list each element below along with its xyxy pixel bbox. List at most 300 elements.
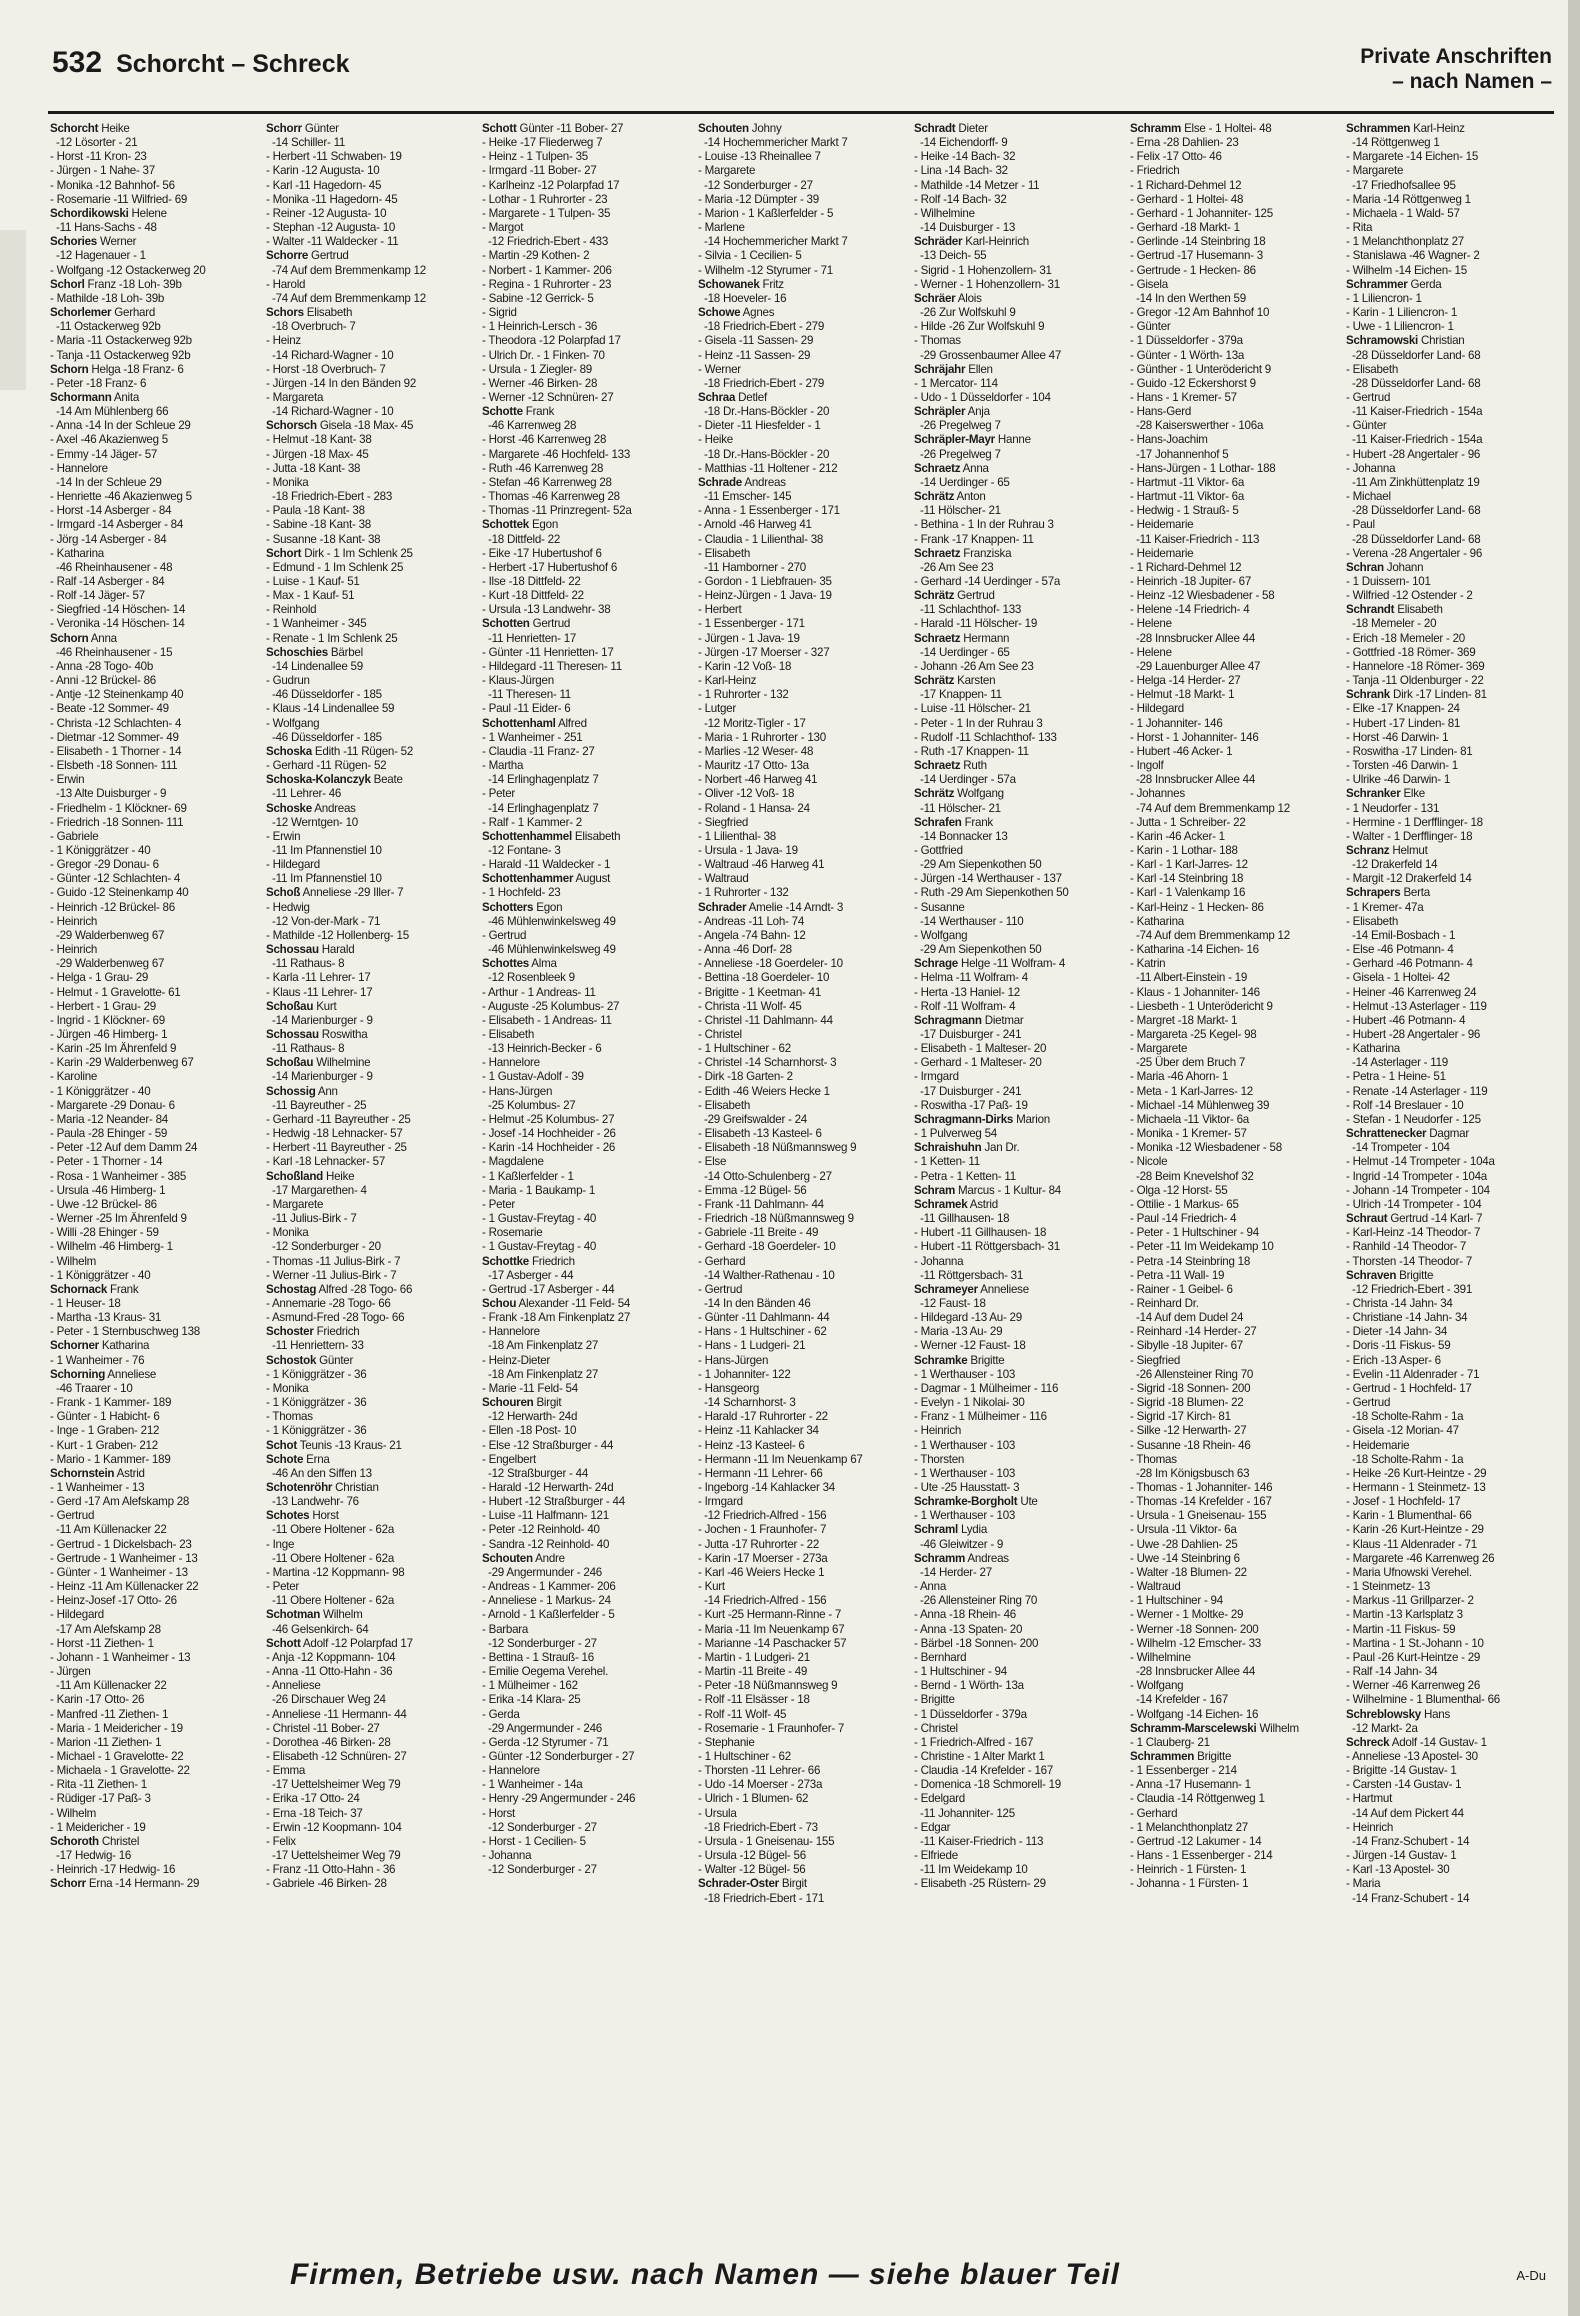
listing-entry: - Horst -46 Darwin- 1	[1346, 730, 1449, 744]
listing-entry: -14 In der Schleue 29	[56, 475, 162, 489]
listing-entry: - Peter - 1 In der Ruhrau 3	[914, 716, 1043, 730]
listing-entry: - Gertrud	[698, 1282, 743, 1296]
listing-entry: -29 Lauenburger Allee 47	[1136, 659, 1261, 673]
listing-entry: - Harald -11 Hölscher- 19	[914, 617, 1038, 631]
listing-surname-entry: Schräjahr Ellen	[914, 362, 993, 376]
surname: Schradt	[914, 122, 956, 135]
listing-entry: - Christine - 1 Alter Markt 1	[914, 1749, 1045, 1763]
listing-entry: - Günter - 1 Habicht- 6	[50, 1410, 160, 1424]
listing-entry: -11 Hölscher- 21	[920, 504, 1001, 518]
listing-entry: -14 Erlinghagenplatz 7	[488, 801, 599, 815]
listing-entry: -14 Lindenallee 59	[272, 659, 363, 673]
listing-entry: - Wolfgang -14 Eichen- 16	[1130, 1707, 1259, 1721]
listing-surname-entry: Schräpler-Mayr Hanne	[914, 433, 1031, 447]
listing-entry: - Mathilde -18 Loh- 39b	[50, 291, 165, 305]
surname: Schottenhammer	[482, 872, 574, 886]
listing-entry: - Gerhard - 1 Holtei- 48	[1130, 192, 1244, 206]
listing-entry: - Rita -11 Ziethen- 1	[50, 1778, 147, 1792]
listing-surname-entry: Schossig Ann	[266, 1084, 338, 1098]
listing-entry: - Ruth -17 Knappen- 11	[914, 744, 1029, 758]
listing-surname-entry: Schrätz Anton	[914, 490, 986, 504]
listing-entry: - Hans - 1 Essenberger - 214	[1130, 1849, 1273, 1863]
listing-entry: -46 Gleiwitzer - 9	[920, 1537, 1004, 1551]
listing-entry: - Roswitha -17 Paß- 19	[914, 1098, 1028, 1112]
listing-entry: - Gertrud - 1 Hochfeld- 17	[1346, 1381, 1472, 1395]
listing-entry: -74 Auf dem Bremmenkamp 12	[272, 291, 426, 305]
listing-entry: - Hermann - 1 Steinmetz- 13	[1346, 1481, 1486, 1494]
listing-entry: - Walter -11 Waldecker - 11	[266, 235, 399, 249]
listing-entry: - Michaela - 1 Gravelotte- 22	[50, 1764, 190, 1778]
listing-entry: -12 Markt- 2a	[1352, 1721, 1418, 1735]
listing-entry: - Brigitte -14 Gustav- 1	[1346, 1764, 1457, 1778]
listing-surname-entry: Schossau Roswitha	[266, 1028, 368, 1041]
listing-entry: - Gabriele -11 Breite - 49	[698, 1226, 819, 1240]
listing-entry: - Helmut -14 Trompeter - 104a	[1346, 1155, 1495, 1169]
listing-entry: - Elisabeth - 1 Thorner - 14	[50, 744, 182, 758]
listing-entry: - Barbara	[482, 1622, 529, 1636]
page-header-right	[1360, 44, 1552, 94]
surname: Schorl	[50, 277, 85, 291]
listing-entry: - Stephanie	[698, 1735, 755, 1749]
listing-entry: - Peter - 1 Thorner - 14	[50, 1155, 163, 1169]
listing-entry: - Friedrich -18 Sonnen- 111	[50, 815, 184, 829]
listing-entry: - 1 Hultschiner - 62	[698, 1749, 791, 1763]
listing-entry: - Reinhard Dr.	[1130, 1296, 1199, 1310]
listing-entry: - Oliver -12 Voß- 18	[698, 787, 795, 801]
listing-entry: - Werner	[698, 362, 741, 376]
listing-entry: - Bethina - 1 In der Ruhrau 3	[914, 518, 1054, 532]
listing-entry: - Martin - 1 Ludgeri- 21	[698, 1650, 810, 1664]
listing-entry: -14 Bonnacker 13	[920, 829, 1008, 843]
listing-entry: - Rudolf -11 Schlachthof- 133	[914, 730, 1057, 744]
listing-surname-entry: Schramke-Borgholt Ute	[914, 1495, 1038, 1509]
listing-entry: - 1 Johanniter- 146	[1130, 716, 1223, 730]
listing-entry: -46 Mühlenwinkelsweg 49	[488, 943, 616, 957]
listing-entry: -12 Straßburger - 44	[488, 1466, 589, 1480]
header-rule	[48, 111, 1554, 114]
page-title: Schorcht – Schreck	[116, 50, 350, 78]
listing-entry: - Hildegard	[266, 858, 320, 872]
listing-entry: - Helene -14 Friedrich- 4	[1130, 603, 1250, 617]
listing-entry: - 1 Meidericher - 19	[50, 1820, 146, 1834]
listing-surname-entry: Schotte Frank	[482, 405, 555, 419]
listing-entry: - Anneliese -18 Goerdeler- 10	[698, 957, 843, 971]
listing-entry: - Thomas -11 Julius-Birk - 7	[266, 1254, 401, 1268]
surname: Schorcht	[50, 122, 99, 135]
listing-entry: -28 Im Königsbusch 63	[1136, 1466, 1250, 1480]
listing-entry: -18 Friedrich-Ebert - 73	[704, 1820, 818, 1834]
listing-entry: -11 Gillhausen- 18	[920, 1212, 1010, 1226]
listing-entry: - Gerhard -18 Markt- 1	[1130, 221, 1240, 235]
listing-entry: -29 Angermunder - 246	[488, 1721, 602, 1735]
listing-entry: - Franz -11 Otto-Hahn - 36	[266, 1863, 396, 1877]
listing-entry: - Hans - 1 Kremer- 57	[1130, 390, 1237, 404]
surname: Schottek	[482, 518, 529, 532]
listing-entry: - 1 Mülheimer - 162	[482, 1679, 578, 1693]
listing-entry: -28 Innsbrucker Allee 44	[1136, 1665, 1256, 1679]
listing-entry: - Olga -12 Horst- 55	[1130, 1183, 1228, 1197]
listing-entry: - Doris -11 Fiskus- 59	[1346, 1339, 1451, 1353]
surname: Schornack	[50, 1282, 108, 1296]
listing-entry: -14 Marienburger - 9	[272, 1013, 373, 1027]
listing-entry: - Margareta -25 Kegel- 98	[1130, 1028, 1257, 1041]
listing-surname-entry: Schranker Elke	[1346, 787, 1425, 801]
surname: Schreck	[1346, 1735, 1390, 1749]
listing-entry: - Renate -14 Asterlager - 119	[1346, 1084, 1488, 1098]
listing-entry: - Anneliese	[266, 1679, 321, 1693]
listing-entry: - Gertrud -17 Asberger - 44	[482, 1282, 615, 1296]
listing-surname-entry: Schraishuhn Jan Dr.	[914, 1141, 1020, 1155]
listing-entry: -12 Sonderburger - 20	[272, 1240, 381, 1254]
listing-entry: -18 Am Finkenplatz 27	[488, 1367, 599, 1381]
surname: Schottke	[482, 1254, 529, 1268]
listing-surname-entry: Schoßau Wilhelmine	[266, 1056, 371, 1070]
listing-surname-entry: Schouten Andre	[482, 1551, 565, 1565]
listing-entry: - Karl -14 Steinbring 18	[1130, 872, 1244, 886]
listing-entry: - Jutta - 1 Schreiber- 22	[1130, 815, 1246, 829]
surname: Schorn	[50, 631, 89, 645]
surname: Schramek	[914, 1197, 968, 1211]
listing-entry: - Karl -46 Weiers Hecke 1	[698, 1565, 825, 1579]
listing-entry: - Günter	[1130, 320, 1171, 334]
listing-entry: -26 Am See 23	[920, 560, 994, 574]
listing-entry: -18 Friedrich-Ebert - 279	[704, 376, 825, 390]
listing-surname-entry: Schornack Frank	[50, 1282, 139, 1296]
listing-entry: - Reiner -12 Augusta- 10	[266, 206, 387, 220]
listing-entry: - Anneliese - 1 Markus- 24	[482, 1594, 611, 1608]
listing-entry: - Sigrid -17 Kirch- 81	[1130, 1410, 1231, 1424]
listing-entry: - Helmut -13 Asterlager - 119	[1346, 999, 1487, 1013]
listing-entry: - Günter - 1 Wörth- 13a	[1130, 348, 1245, 362]
listing-entry: - Edith -46 Weiers Hecke 1	[698, 1084, 830, 1098]
listing-entry: - Ralf - 1 Kammer- 2	[482, 815, 583, 829]
surname: Schossau	[266, 1028, 319, 1041]
listing-entry: - Horst -46 Karrenweg 28	[482, 433, 607, 447]
listing-entry: - Josef - 1 Hochfeld- 17	[1346, 1495, 1461, 1509]
listing-entry: - Asmund-Fred -28 Togo- 66	[266, 1311, 405, 1325]
listing-surname-entry: Schrätz Gertrud	[914, 589, 995, 603]
listing-entry: - Heinrich -12 Brückel- 86	[50, 900, 175, 914]
listing-entry: - Theodora -12 Polarpfad 17	[482, 334, 621, 348]
listing-entry: - Günter -11 Dahlmann- 44	[698, 1311, 830, 1325]
listing-entry: - Marie -11 Feld- 54	[482, 1381, 578, 1395]
listing-entry: - Gerhard -11 Bayreuther - 25	[266, 1112, 411, 1126]
surname: Schräer	[914, 291, 956, 305]
surname: Schraetz	[914, 546, 961, 560]
listing-entry: -12 Sonderburger - 27	[488, 1820, 597, 1834]
listing-entry: -11 Kaiser-Friedrich - 154a	[1352, 405, 1483, 419]
listing-entry: -14 Krefelder - 167	[1136, 1693, 1228, 1707]
listing-entry: - Kurt -25 Hermann-Rinne - 7	[698, 1608, 842, 1622]
surname: Schrätz	[914, 787, 955, 801]
listing-entry: - Erika -14 Klara- 25	[482, 1693, 581, 1707]
listing-column	[698, 122, 906, 2202]
listing-entry: - Erwin	[266, 829, 301, 843]
listing-entry: -28 Düsseldorfer Land- 68	[1352, 348, 1481, 362]
listing-surname-entry: Schorlemer Gerhard	[50, 306, 156, 320]
listing-entry: - Werner - 1 Hohenzollern- 31	[914, 277, 1060, 291]
listing-entry: - Katrin	[1130, 957, 1166, 971]
listing-entry: -18 Friedrich-Ebert - 171	[704, 1891, 825, 1905]
listing-entry: - Helmut -18 Markt- 1	[1130, 688, 1235, 702]
listing-entry: -12 Werntgen- 10	[272, 815, 359, 829]
listing-entry: - 1 Essenberger - 214	[1130, 1764, 1237, 1778]
listing-entry: - Erna -28 Dahlien- 23	[1130, 136, 1239, 150]
listing-entry: - Marion -11 Ziethen- 1	[50, 1735, 162, 1749]
listing-entry: - Martha -13 Kraus- 31	[50, 1311, 162, 1325]
surname: Schotten	[482, 617, 530, 631]
listing-entry: - Elisabeth -18 Nüßmannsweg 9	[698, 1141, 857, 1155]
listing-entry: - Martin -13 Karlsplatz 3	[1346, 1608, 1463, 1622]
surname: Schorlemer	[50, 306, 112, 320]
listing-entry: - Peter -18 Franz- 6	[50, 376, 147, 390]
listing-entry: - Anna -17 Husemann- 1	[1130, 1778, 1251, 1792]
listing-surname-entry: Schrafen Frank	[914, 815, 993, 829]
surname: Schorr	[50, 1877, 86, 1891]
listing-entry: -12 Friedrich-Alfred - 156	[704, 1509, 827, 1523]
listing-entry: -17 Uettelsheimer Weg 79	[272, 1849, 401, 1863]
listing-surname-entry: Schorr Erna -14 Hermann- 29	[50, 1877, 200, 1891]
listing-surname-entry: Schordikowski Helene	[50, 206, 167, 220]
listing-entry: -14 Werthauser - 110	[920, 914, 1024, 928]
listing-entry: - Heinz -11 Am Küllenacker 22	[50, 1580, 199, 1594]
surname: Schoroth	[50, 1834, 99, 1848]
listing-surname-entry: Schrader-Oster Birgit	[698, 1877, 807, 1891]
listing-entry: - Rainer - 1 Geibel- 6	[1130, 1282, 1233, 1296]
surname: Schorre	[266, 249, 309, 263]
listing-entry: -28 Düsseldorfer Land- 68	[1352, 504, 1481, 518]
listing-entry: - Thomas -11 Prinzregent- 52a	[482, 504, 632, 518]
surname: Schram	[914, 1183, 956, 1197]
listing-entry: - 1 Hultschiner - 62	[698, 1042, 791, 1056]
listing-entry: - Karin - 1 Lothar- 188	[1130, 843, 1238, 857]
listing-entry: - Mathilde -14 Metzer - 11	[914, 178, 1040, 192]
listing-entry: - Waltraud	[1130, 1580, 1181, 1594]
listing-surname-entry: Schotes Horst	[266, 1509, 339, 1523]
surname: Schramm	[1130, 122, 1182, 135]
listing-entry: - Susanne -18 Rhein- 46	[1130, 1438, 1251, 1452]
surname: Schrätz	[914, 490, 955, 504]
surname: Schouten	[482, 1551, 533, 1565]
listing-entry: - Bettina -18 Goerdeler- 10	[698, 971, 830, 985]
listing-entry: - Monika -12 Bahnhof- 56	[50, 178, 175, 192]
listing-entry: - Irmgard -14 Asberger - 84	[50, 518, 184, 532]
listing-entry: - Heinz -13 Kasteel- 6	[698, 1438, 805, 1452]
listing-entry: - Erika -17 Otto- 24	[266, 1792, 360, 1806]
surname: Schrage	[914, 957, 959, 971]
surname: Schrameyer	[914, 1282, 978, 1296]
listing-entry: - 1 Lilienthal- 38	[698, 829, 776, 843]
listing-entry: - Werner -46 Karrenweg 26	[1346, 1679, 1481, 1693]
listing-surname-entry: Schrank Dirk -17 Linden- 81	[1346, 688, 1487, 702]
listing-surname-entry: Schoska Edith -11 Rügen- 52	[266, 744, 414, 758]
listing-entry: - 1 Mercator- 114	[914, 376, 998, 390]
listing-entry: - Michael - 1 Gravelotte- 22	[50, 1749, 184, 1763]
listing-entry: - Martin -29 Kothen- 2	[482, 249, 590, 263]
listing-entry: - 1 Gustav-Freytag - 40	[482, 1212, 597, 1226]
listing-entry: - Elke -17 Knappen- 24	[1346, 702, 1460, 716]
listing-entry: - Anja -12 Koppmann- 104	[266, 1650, 396, 1664]
surname: Schraa	[698, 390, 736, 404]
listing-entry: -18 Scholte-Rahm - 1a	[1352, 1452, 1464, 1466]
listing-entry: -29 Walderbenweg 67	[56, 957, 165, 971]
listing-entry: - Erich -18 Memeler - 20	[1346, 631, 1465, 645]
listing-entry: - Mathilde -12 Hollenberg- 15	[266, 928, 409, 942]
listing-entry: - Gerhard - 1 Malteser- 20	[914, 1056, 1042, 1070]
listing-entry: - Else -46 Potmann- 4	[1346, 943, 1454, 957]
listing-entry: - Heinrich - 1 Fürsten- 1	[1130, 1863, 1247, 1877]
listing-surname-entry: Schoßau Kurt	[266, 999, 337, 1013]
listing-entry: -12 Friedrich-Ebert - 433	[488, 235, 609, 249]
listing-entry: - Gisela	[1130, 277, 1168, 291]
listing-entry: - Erwin -12 Koopmann- 104	[266, 1820, 402, 1834]
listing-entry: - Erna -18 Teich- 37	[266, 1806, 363, 1820]
listing-entry: - Hubert -46 Acker- 1	[1130, 744, 1233, 758]
listing-surname-entry: Schorl Franz -18 Loh- 39b	[50, 277, 182, 291]
listing-entry: - Hildegard -13 Au- 29	[914, 1311, 1022, 1325]
listing-entry: - Christel -11 Bober- 27	[266, 1721, 380, 1735]
listing-entry: - Edelgard	[914, 1792, 965, 1806]
listing-entry: - Gertrude - 1 Hecken- 86	[1130, 263, 1256, 277]
surname: Schramm	[914, 1551, 966, 1565]
listing-entry: - Ulrich -14 Trompeter - 104	[1346, 1197, 1482, 1211]
listing-entry: - Reinhard -14 Herder- 27	[1130, 1325, 1257, 1339]
listing-entry: - Ursula -46 Himberg- 1	[50, 1183, 166, 1197]
listing-entry: - Christel	[698, 1028, 742, 1041]
section-title: Private Anschriften	[1360, 45, 1552, 68]
listing-entry: - Heinrich	[914, 1424, 962, 1438]
listing-entry: - Gottfried -18 Römer- 369	[1346, 645, 1476, 659]
listing-entry: -12 Herwarth- 24d	[488, 1410, 578, 1424]
listing-entry: - Wilhelm	[50, 1254, 97, 1268]
listing-entry: - Margarete	[698, 164, 756, 178]
listing-entry: -17 Hedwig- 16	[56, 1849, 132, 1863]
listing-entry: - Gerlinde -14 Steinbring 18	[1130, 235, 1266, 249]
listing-entry: - Heidemarie	[1130, 546, 1194, 560]
surname: Schramowski	[1346, 334, 1418, 348]
listing-entry: - Karin -25 Im Ährenfeld 9	[50, 1042, 177, 1056]
listing-surname-entry: Schraa Detlef	[698, 390, 767, 404]
listing-entry: - Jörg -14 Asberger - 84	[50, 532, 167, 546]
listing-entry: -18 Friedrich-Ebert - 279	[704, 320, 825, 334]
listing-surname-entry: Schrätz Karsten	[914, 674, 996, 688]
listing-entry: - Norbert -46 Harweg 41	[698, 773, 818, 787]
listing-entry: - Gertrud - 1 Dickelsbach- 23	[50, 1537, 192, 1551]
listing-entry: - Erich -13 Asper- 6	[1346, 1353, 1441, 1367]
listing-entry: - Johann -14 Trompeter - 104	[1346, 1183, 1490, 1197]
listing-entry: - Heinrich -18 Jupiter- 67	[1130, 575, 1252, 588]
listing-entry: - Horst -18 Overbruch- 7	[266, 362, 386, 376]
surname: Schorn	[50, 362, 89, 376]
listing-entry: - Stanislawa -46 Wagner- 2	[1346, 249, 1480, 263]
listing-entry: - Karl -11 Hagedorn- 45	[266, 178, 382, 192]
listing-entry: - Norbert - 1 Kammer- 206	[482, 263, 612, 277]
listing-entry: - Gordon - 1 Liebfrauen- 35	[698, 575, 832, 588]
listing-entry: - Horst - 1 Cecilien- 5	[482, 1834, 586, 1848]
listing-entry: - Helmut - 1 Gravelotte- 61	[50, 985, 181, 999]
surname: Schrader-Oster	[698, 1877, 779, 1891]
listing-entry: - Paul	[1346, 518, 1375, 532]
listing-entry: - Gerhard -46 Potmann- 4	[1346, 957, 1473, 971]
listing-entry: -46 Düsseldorfer - 185	[272, 688, 382, 702]
surname: Schordikowski	[50, 206, 129, 220]
listing-entry: - Margarete	[1130, 1042, 1188, 1056]
listing-entry: -11 Obere Holtener - 62a	[272, 1551, 395, 1565]
listing-entry: - Thorsten	[914, 1452, 965, 1466]
surname: Schrätz	[914, 589, 955, 603]
listing-entry: - Herbert - 1 Grau- 29	[50, 999, 156, 1013]
listing-entry: - Uwe -28 Dahlien- 25	[1130, 1537, 1238, 1551]
listing-entry: - Roswitha -17 Linden- 81	[1346, 744, 1473, 758]
listing-entry: - Hubert -28 Angertaler - 96	[1346, 447, 1481, 461]
listing-entry: - Karl-Heinz - 1 Hecken- 86	[1130, 900, 1264, 914]
listing-entry: - Walter - 1 Derfflinger- 18	[1346, 829, 1473, 843]
surname: Schran	[1346, 560, 1384, 574]
listing-entry: - Harald -12 Herwarth- 24d	[482, 1481, 614, 1494]
listing-entry: - 1 Wanheimer - 76	[50, 1353, 145, 1367]
listing-column	[1346, 122, 1554, 2202]
listing-entry: - Anni -12 Brückel- 86	[50, 674, 156, 688]
listing-surname-entry: Schrameyer Anneliese	[914, 1282, 1029, 1296]
listing-entry: - Torsten -46 Darwin- 1	[1346, 759, 1458, 773]
listing-entry: - Elisabeth -25 Rüstern- 29	[914, 1877, 1046, 1891]
listing-entry: - Klaus-Jürgen	[482, 674, 554, 688]
listing-entry: - Gertrud	[50, 1509, 95, 1523]
page-header-left	[52, 46, 350, 80]
listing-entry: - Monika - 1 Kremer- 57	[1130, 1127, 1247, 1141]
listing-entry: - Ingolf	[1130, 759, 1164, 773]
listing-entry: - Kurt	[698, 1580, 725, 1594]
listing-entry: - Hubert -11 Gillhausen- 18	[914, 1226, 1047, 1240]
listing-entry: - Marianne -14 Paschacker 57	[698, 1636, 847, 1650]
listing-entry: - Günther - 1 Unterödericht 9	[1130, 362, 1271, 376]
listing-entry: - Herbert -11 Schwaben- 19	[266, 150, 402, 164]
listing-entry: - Hedwig -18 Lehnacker- 57	[266, 1127, 403, 1141]
listing-entry: - Helga - 1 Grau- 29	[50, 971, 149, 985]
listing-entry: -11 Emscher- 145	[704, 490, 792, 504]
listing-entry: - Maria - 1 Ruhrorter - 130	[698, 730, 826, 744]
listing-entry: -14 In den Werthen 59	[1136, 291, 1246, 305]
listing-entry: - Martin -11 Fiskus- 59	[1346, 1622, 1456, 1636]
listing-surname-entry: Schräer Alois	[914, 291, 982, 305]
listing-entry: - 1 Johanniter- 122	[698, 1367, 791, 1381]
listing-entry: - Hannelore	[482, 1764, 540, 1778]
listing-entry: -29 Walderbenweg 67	[56, 928, 165, 942]
listing-entry: - Dieter -14 Jahn- 34	[1346, 1325, 1448, 1339]
listing-entry: - Andreas - 1 Kammer- 206	[482, 1580, 616, 1594]
listing-surname-entry: Schostok Günter	[266, 1353, 354, 1367]
listing-entry: -14 Duisburger - 13	[920, 221, 1016, 235]
listing-entry: - Helmut -18 Kant- 38	[266, 433, 372, 447]
listing-entry: - Dietmar -12 Sommer- 49	[50, 730, 179, 744]
listing-entry: - Anna - 1 Essenberger - 171	[698, 504, 840, 518]
section-subtitle: – nach Namen –	[1392, 70, 1552, 93]
listing-entry: -46 Karrenweg 28	[488, 419, 577, 433]
listing-entry: - Hans-Jürgen - 1 Lothar- 188	[1130, 461, 1276, 475]
listing-entry: -74 Auf dem Bremmenkamp 12	[1136, 801, 1290, 815]
surname: Schrammer	[1346, 277, 1408, 291]
listing-surname-entry: Schramke Brigitte	[914, 1353, 1005, 1367]
listing-entry: - Hans - 1 Hultschiner - 62	[698, 1325, 827, 1339]
listing-entry: -18 Am Finkenplatz 27	[488, 1339, 599, 1353]
listing-entry: - Katharina	[1130, 914, 1184, 928]
listing-entry: - Heinrich -17 Hedwig- 16	[50, 1863, 176, 1877]
listing-surname-entry: Schorr Günter	[266, 122, 339, 135]
listing-entry: - Gerhard -14 Uerdinger - 57a	[914, 575, 1061, 588]
listing-surname-entry: Schraven Brigitte	[1346, 1268, 1434, 1282]
listing-entry: -11 Johanniter- 125	[920, 1806, 1015, 1820]
listing-entry: - Elfriede	[914, 1849, 958, 1863]
